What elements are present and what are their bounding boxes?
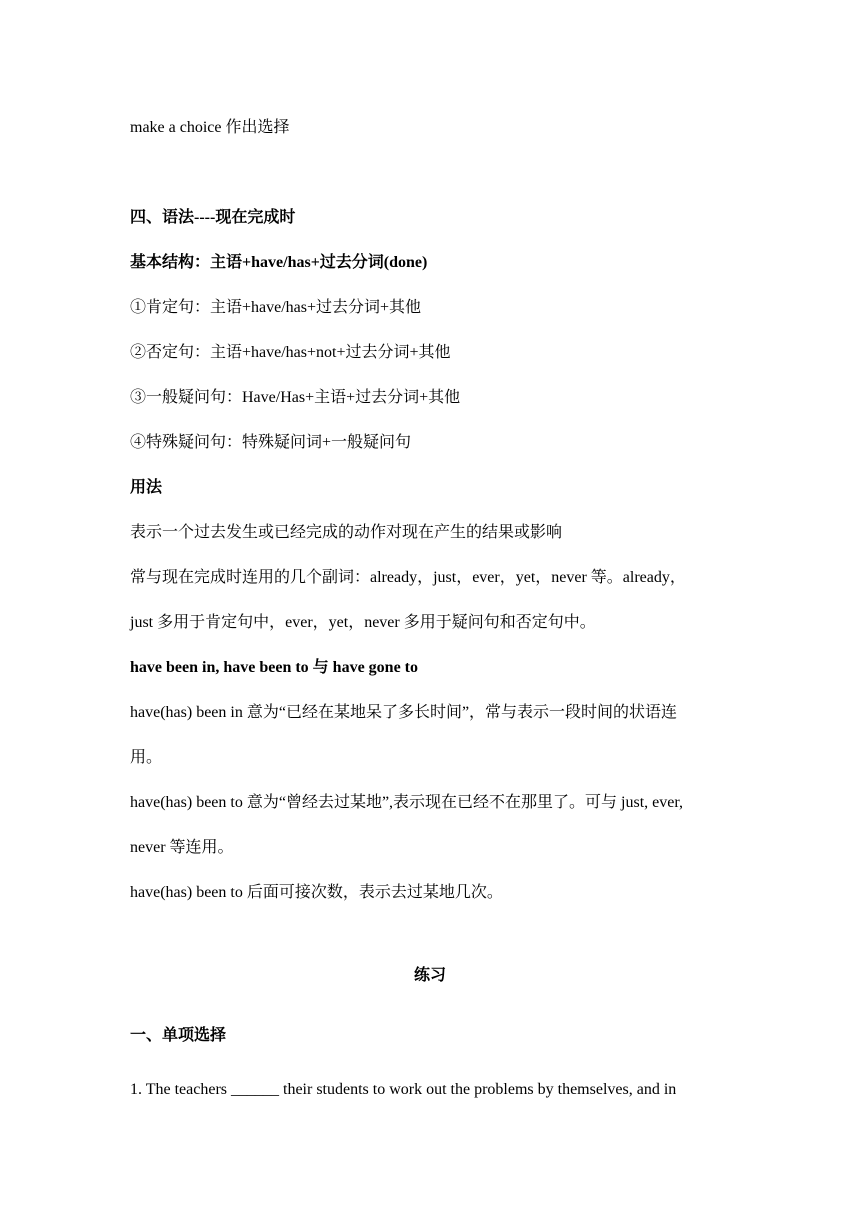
exercise-title: 练习 (413, 967, 446, 984)
been-to-times-text: have(has) been to 后面可接次数，表示去过某地几次。 (130, 884, 503, 901)
rule-negative: ②否定句：主语+have/has+not+过去分词+其他 (130, 344, 451, 361)
section-heading: 四、语法----现在完成时 (130, 209, 296, 226)
been-to-text-cont: never 等连用。 (130, 839, 234, 856)
adverbs-text-cont: just 多用于肯定句中，ever，yet，never 多用于疑问句和否定句中。 (130, 614, 596, 631)
structure-heading: 基本结构：主语+have/has+过去分词(done) (130, 254, 428, 271)
been-to-text: have(has) been to 意为“曾经去过某地”,表示现在已经不在那里了。可与 just, ever, (130, 794, 684, 811)
question-item: 1. The teachers ______ their students to work out the problems by themselves, and in (130, 1081, 677, 1098)
rule-affirmative: ①肯定句：主语+have/has+过去分词+其他 (130, 299, 422, 316)
rule-wh-question: ④特殊疑问句：特殊疑问词+一般疑问句 (130, 434, 412, 451)
adverbs-text: 常与现在完成时连用的几个副词：already，just，ever，yet，never 等。already， (130, 569, 686, 586)
been-in-text-cont: 用。 (130, 749, 163, 766)
rule-yes-no-question: ③一般疑问句：Have/Has+主语+过去分词+其他 (130, 389, 461, 406)
exercise-section-heading: 一、单项选择 (130, 1027, 227, 1044)
been-in-text: have(has) been in 意为“已经在某地呆了多长时间”，常与表示一段时间的状语连 (130, 704, 678, 721)
usage-text: 表示一个过去发生或已经完成的动作对现在产生的结果或影响 (130, 524, 563, 541)
usage-heading: 用法 (130, 479, 163, 496)
vocab-item: make a choice 作出选择 (130, 119, 290, 136)
comparison-heading: have been in, have been to 与 have gone to (130, 659, 419, 676)
